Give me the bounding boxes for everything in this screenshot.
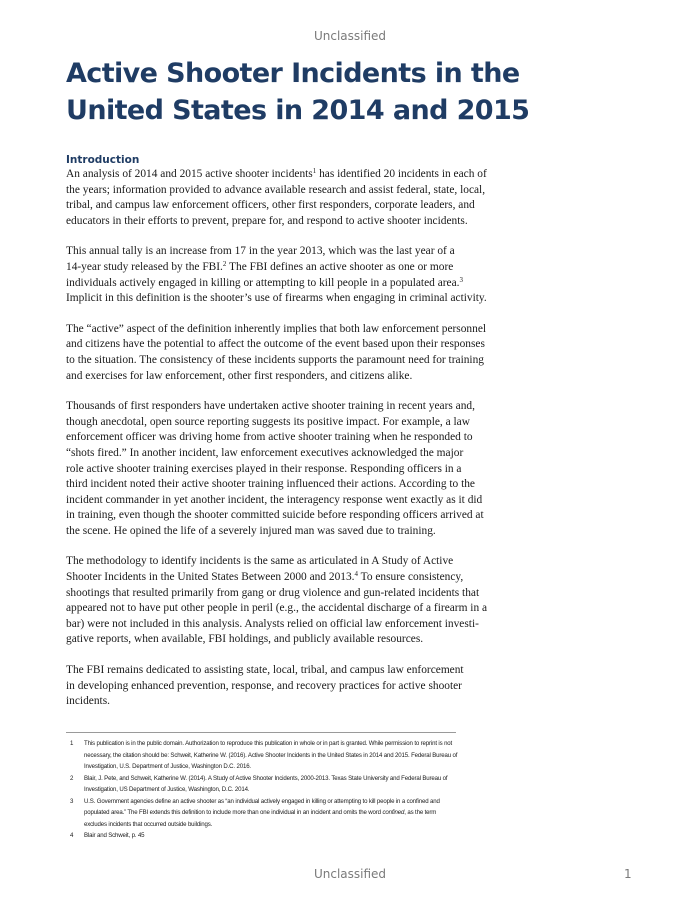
text-line: in training, even though the shooter committed suicide before responding officers arrived at [66,509,484,522]
page-title [66,55,626,129]
paragraph-5 [66,554,496,648]
footnote-line: necessary, the citation should be: Schweit, Katherine W. (2016). Active Shooter Incidents in the United States in 2014 and 2015. Federal Bureau of [84,751,458,759]
footnote-number: 1 [70,740,74,747]
footnote-number: 3 [70,797,74,805]
header-classification: Unclassified [313,29,387,43]
text-line: tribal, and campus law enforcement officers, other first responders, corporate leaders, and [66,199,475,212]
footnote-number: 4 [70,832,74,839]
text-line: The “active” aspect of the definition inherently implies that both law enforcement personnel [66,322,487,335]
text-line: educators in their efforts to prevent, prepare for, and respond to active shooter incidents. [66,214,468,227]
text-line: shootings that resulted primarily from gang or drug violence and gun-related incidents that [66,586,480,599]
footer-classification: Unclassified [313,867,387,881]
text-line: bar) were not included in this analysis. Analysts relied on official law enforcement investi- [66,617,479,630]
text-line: the years; information provided to advance available research and assist federal, state, local, [66,183,486,196]
footnote-1 [66,738,496,773]
footnote-line: Blair, J. Pete, and Schweit, Katherine W. (2014). A Study of Active Shooter Incidents, 2000-2013. Texas State University and Federal Bureau of [84,774,448,782]
paragraph-2 [66,244,496,306]
text-line: role active shooter training exercises played in their response. Responding officers in a [66,462,462,475]
footnote-line: This publication is in the public domain. Authorization to reproduce this publication in whole or in part is granted. While permission to reprint is not [84,740,453,747]
footnotes [66,738,496,842]
text-line: in developing enhanced prevention, response, and recovery practices for active shooter [66,679,462,692]
text-line: An analysis of 2014 and 2015 active shooter incidents$^1$ has identified 20 incidents in each of [66,167,487,180]
text-line: individuals actively engaged in killing or attempting to kill people in a populated area.$^3$ [66,275,464,289]
text-line: third incident noted their active shooter training influenced their actions. According to the [66,478,475,491]
footnote-divider [66,732,456,733]
text-line: gative reports, when available, FBI holdings, and publicly available resources. [66,633,424,646]
text-line: incidents. [66,695,110,708]
text-line: the scene. He opined the life of a severely injured man was saved due to training. [66,524,436,537]
text-line: This annual tally is an increase from 17 in the year 2013, which was the last year of a [66,245,455,258]
text-line: and exercises for law enforcement, other first responders, and citizens alike. [66,369,413,382]
paragraph-1 [66,167,496,229]
footnote-number: 2 [70,774,74,782]
text-line: to the situation. The consistency of these incidents supports the paramount need for training [66,353,484,366]
text-line: 14-year study released by the FBI.$^2$ The FBI defines an active shooter as one or more [66,259,454,273]
text-line: The methodology to identify incidents is the same as articulated in A Study of Active [66,555,454,568]
footnote-line: Investigation, US Department of Justice, Washington, D.C. 2014. [84,786,250,793]
title-line-2: United States in 2014 and 2015 [66,95,530,126]
text-line: though anecdotal, open source reporting suggests its positive impact. For example, a law [66,415,470,428]
text-line: The FBI remains dedicated to assisting state, local, tribal, and campus law enforcement [66,664,464,677]
title-line-1: Active Shooter Incidents in the [66,58,520,89]
page-number: 1 [624,867,632,881]
body-text [66,167,496,725]
footnote-line: excludes incidents that occurred outside buildings. [84,820,213,828]
text-line: and citizens have the potential to affect the outcome of the event based upon their responses [66,338,485,351]
footnote-line: Investigation, U.S. Department of Justice, Washington D.C. 2016. [84,763,251,770]
paragraph-3 [66,322,496,384]
text-line: Implicit in this definition is the shooter’s use of firearms when engaging in criminal activity. [66,292,487,305]
section-heading-introduction: Introduction [66,154,140,166]
text-line: enforcement officer was driving home from active shooter training when he responded to [66,431,473,444]
footnote-line: U.S. Government agencies define an active shooter as “an individual actively engaged in killing or attempting to kill people in a confined and [84,797,440,805]
footnote-3 [66,796,496,831]
text-line: Thousands of first responders have undertaken active shooter training in recent years and, [66,400,475,413]
paragraph-6 [66,663,496,710]
text-line: Shooter Incidents in the United States Between 2000 and 2013.$^4$ To ensure consistency, [66,570,464,584]
paragraph-4 [66,399,496,539]
text-line: appeared not to have put other people in peril (e.g., the accidental discharge of a firearm in a [66,602,488,615]
footnote-line: populated area.” The FBI extends this definition to include more than one individual in an incident and omits the word confined, as the term [84,809,437,816]
footnote-2 [66,773,496,796]
text-line: “shots fired.” In another incident, law enforcement executives acknowledged the major [66,446,464,459]
text-line: incident commander in yet another incident, the interagency response went exactly as it did [66,493,483,506]
footnote-line: Blair and Schweit, p. 45 [84,832,145,839]
footnote-4 [66,830,496,842]
